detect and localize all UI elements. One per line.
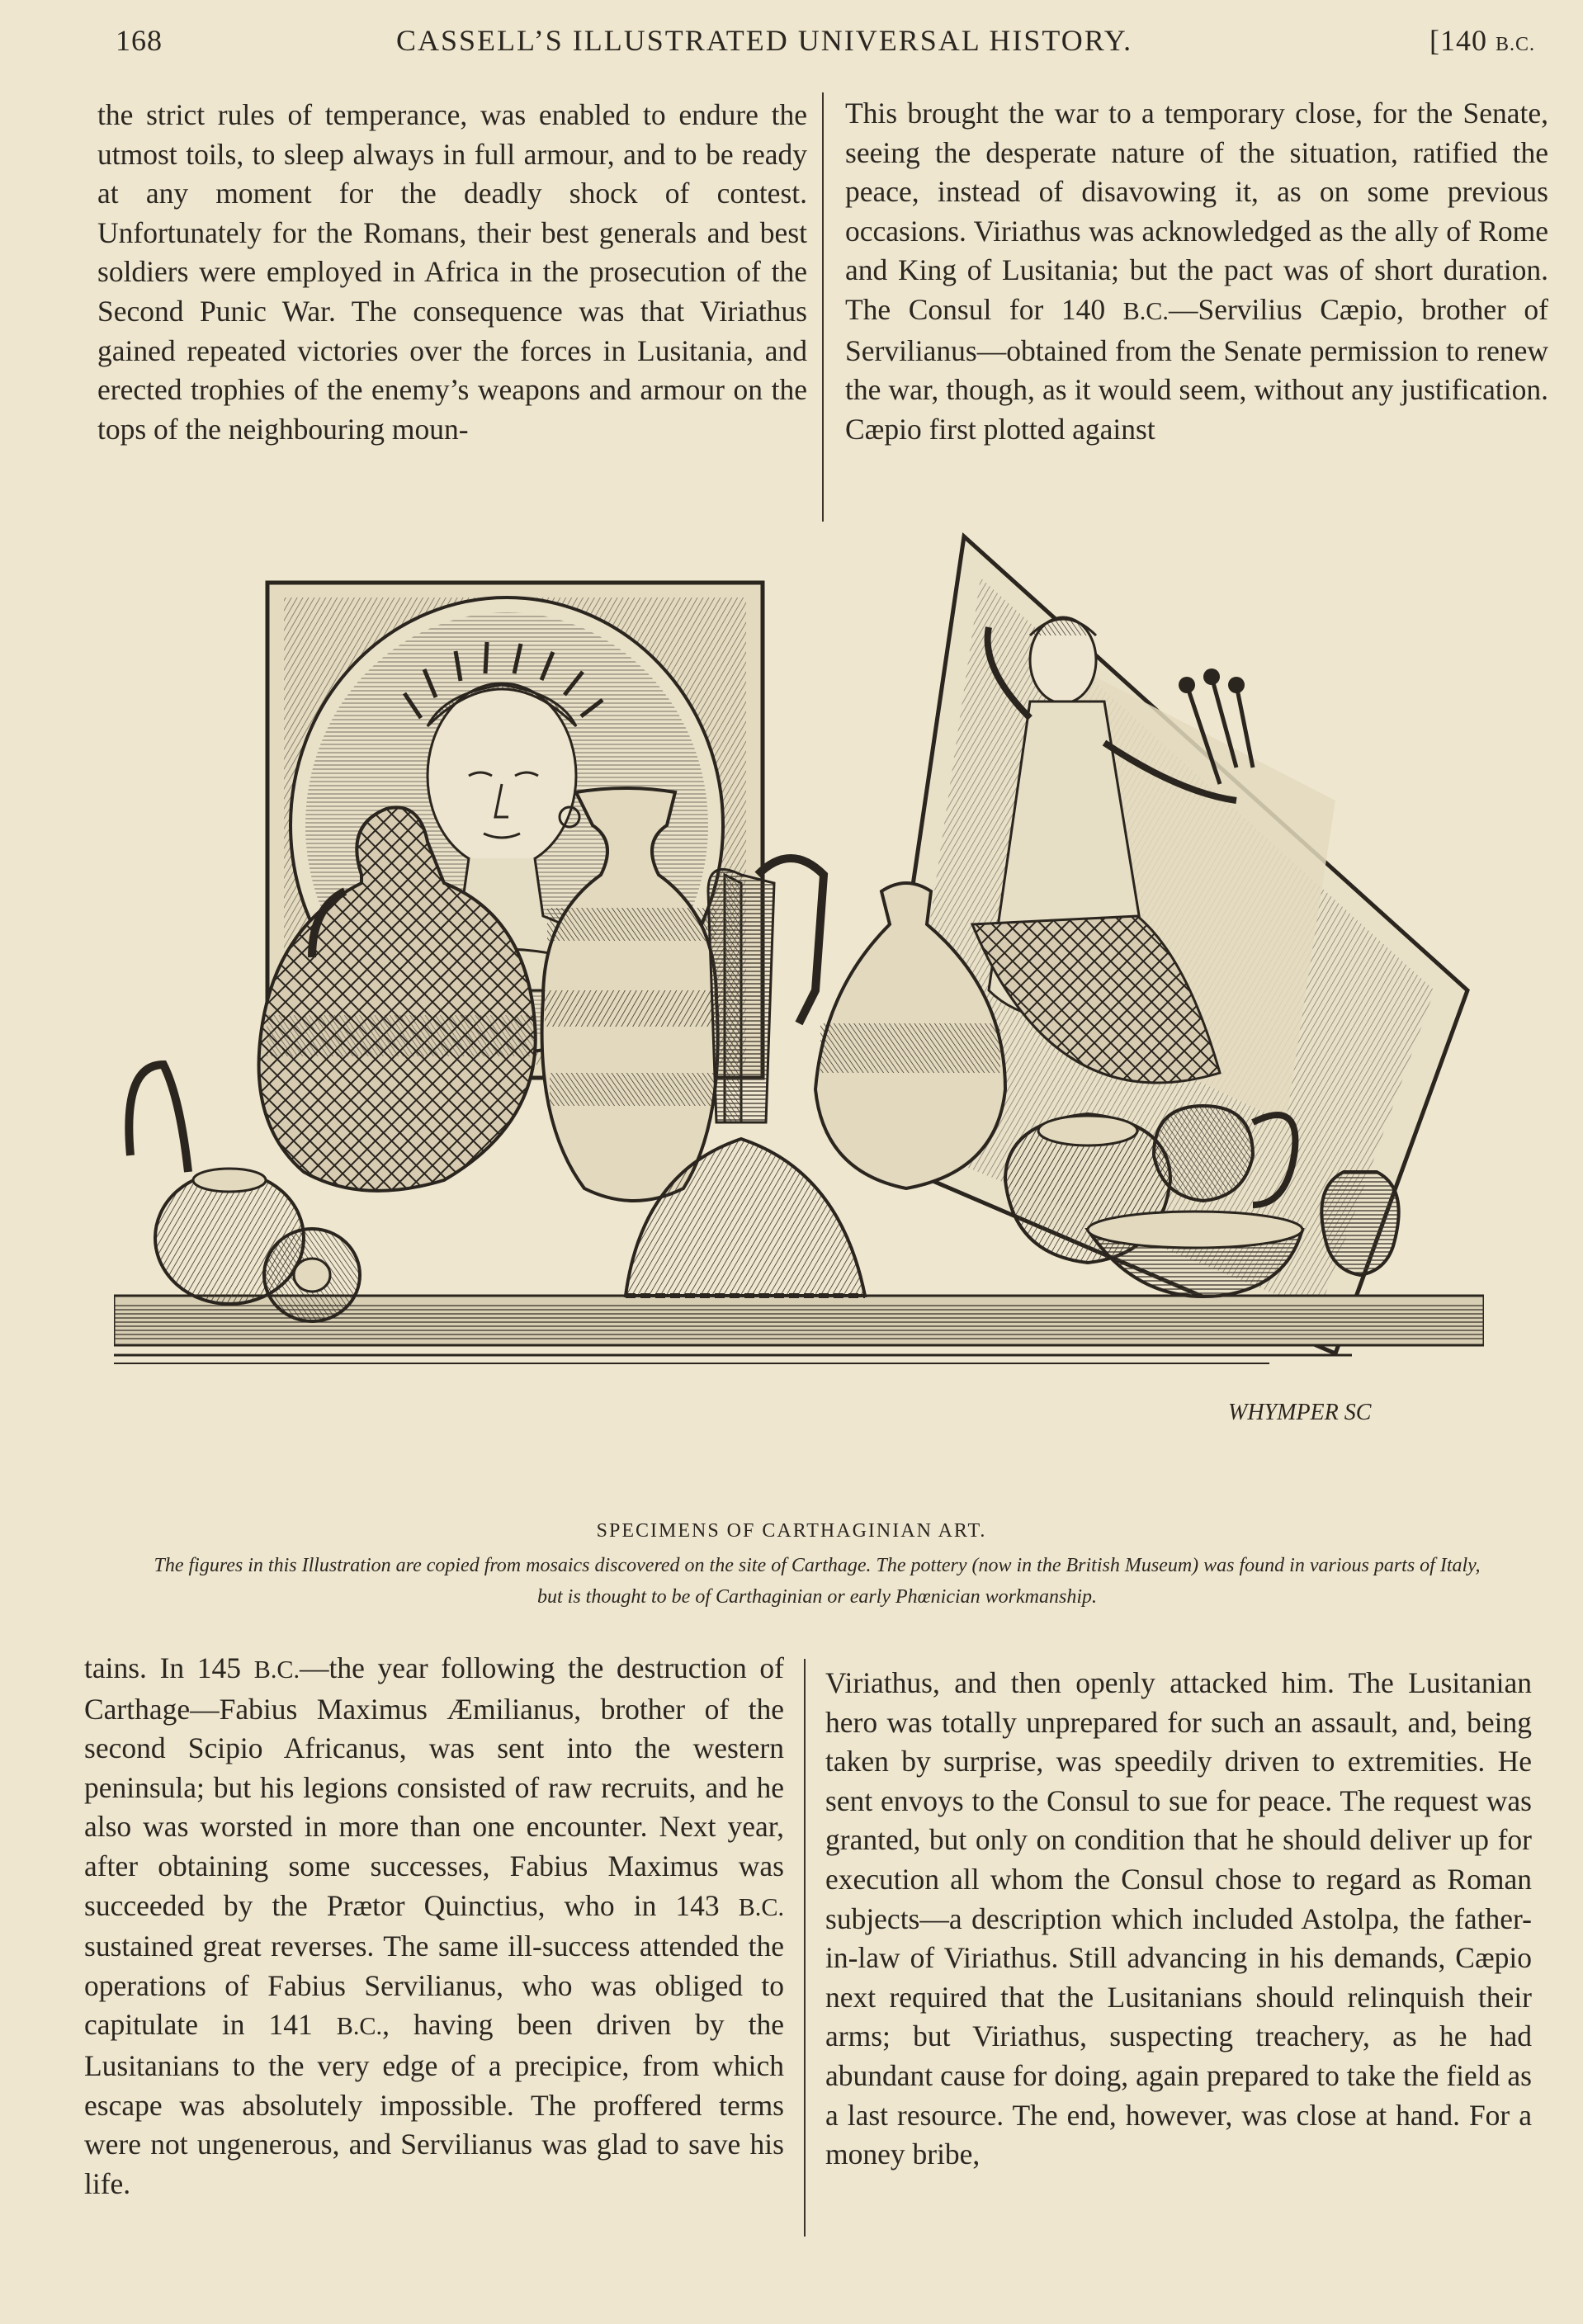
era-abbrev: B.C.: [336, 2012, 383, 2041]
paragraph: Viriathus, and then openly attacked him. The Lusitanian hero was totally unprepared for such an assault, and, being taken by surprise, was speedily driven to extremities. He sent envoys to the Consul to sue for peace. The request was granted, but only on condition that he should deliver up for execution all whom the Consul chose to regard as Roman subjects—a description which included Astolpa, the father-in-law of Viriathus. Still advancing in his demands, Cæpio next required that the Lusitanians should relinquish their arms; but Viriathus, suspecting treachery, as he had abundant cause for doing, again prepared to take the field as a last resource. The end, however, was close at hand. For a money bribe,: [825, 1666, 1532, 2171]
header-era: B.C.: [1495, 34, 1535, 55]
page-number: 168: [116, 24, 163, 57]
paragraph: [84, 1649, 784, 2204]
figure-caption-title: SPECIMENS OF CARTHAGINIAN ART.: [596, 1520, 987, 1542]
engraver-signature: WHYMPER SC: [1228, 1400, 1372, 1425]
text-run: —Servilius Cæpio, brother of Servilianus—obtained from the Senate permission to renew the war, though, as it would seem, without any justification. Cæpio first plotted against: [845, 292, 1548, 446]
figure-caption-text: The figures in this Illustration are copied from mosaics discovered on the site of Carthage. The pottery (now in the British Museum) was found in various parts of Italy, but is thought to be of Carthaginian or early Phœnician workmanship.: [154, 1555, 1481, 1608]
era-abbrev: B.C.: [1122, 296, 1169, 325]
engraving-carthaginian-art: [114, 528, 1484, 1452]
paragraph: the strict rules of temperance, was enabled to endure the utmost toils, to sleep always in full armour, and to be ready at any moment for the deadly shock of contest. Unfortunately for the Romans, their best generals and best soldiers were employed in Africa in the prosecution of the Second Punic War. The consequence was that Viriathus gained repeated victories over the forces in Lusitania, and erected trophies of the enemy’s weapons and armour on the tops of the neighbouring moun-: [97, 98, 807, 446]
text-column-bottom-left: [84, 1649, 784, 2204]
text-run: This brought the war to a temporary close, for the Senate, seeing the desperate nature of the situation, ratified the peace, instead of disavowing it, as on some previous occasions. Viriathus was acknowledged as the ally of Rome and King of Lusitania; but the pact was of short duration. The Consul for 140: [845, 97, 1548, 326]
running-title: CASSELL’S ILLUSTRATED UNIVERSAL HISTORY.: [396, 24, 1133, 57]
era-abbrev: B.C.: [738, 1892, 784, 1921]
paragraph: [845, 94, 1548, 449]
era-abbrev: B.C.: [253, 1656, 300, 1684]
text-column-top-left: [97, 96, 807, 449]
text-column-top-right: [845, 94, 1548, 449]
header-year: [140: [1429, 24, 1487, 57]
header-date: [1429, 23, 1535, 58]
text-run: , having been driven by the Lusitanians to the very edge of a precipice, from which escape was absolutely impossible. The proffered terms were not ungenerous, and Servilianus was glad to save his life.: [84, 2008, 785, 2200]
text-run: tains. In 145: [84, 1651, 242, 1684]
text-run: sustained great reverses. The same ill-success attended the operations of Fabius Servilianus, who was obliged to capitulate in 141: [84, 1930, 784, 2042]
column-rule-bottom: [804, 1659, 806, 2237]
column-rule-top: [822, 92, 824, 522]
text-column-bottom-right: [825, 1664, 1532, 2175]
text-run: —the year following the destruction of Carthage—Fabius Maximus Æmilianus, brother of the second Scipio Africanus, was sent into the western peninsula; but his legions consisted of raw recruits, and he also was worsted in more than one encounter. Next year, after obtaining some successes, Fabius Maximus was succeeded by the Prætor Quinctius, who in 143: [84, 1651, 784, 1922]
running-header: [116, 23, 1535, 64]
